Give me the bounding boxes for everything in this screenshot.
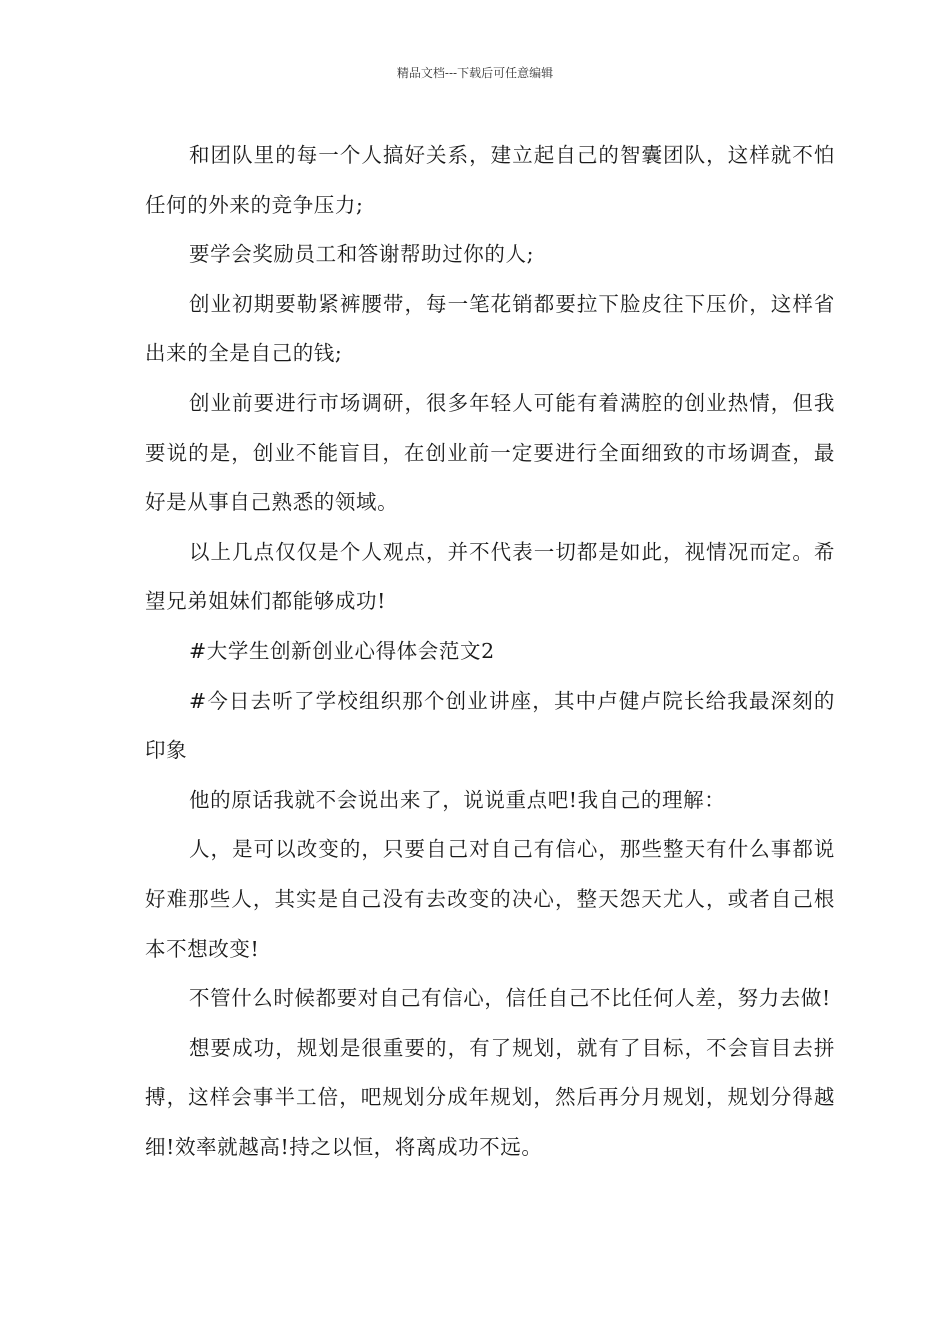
paragraph-2: 要学会奖励员工和答谢帮助过你的人;	[189, 242, 535, 267]
paragraph-9: 人，是可以改变的，只要自己对自己有信心，那些整天有什么事都说好难那些人，其实是自己没有去改变的决心，整天怨天尤人，或者自己根本不想改变!	[145, 837, 835, 961]
section-heading: #大学生创新创业心得体会范文2	[189, 638, 495, 663]
page-header: 精品文档---下载后可任意编辑	[396, 66, 554, 80]
paragraph-11: 想要成功，规划是很重要的，有了规划，就有了目标，不会盲目去拼搏，这样会事半工倍，吧规划分成年规划，然后再分月规划，规划分得越细!效率就越高!持之以恒，将离成功不远。	[145, 1035, 835, 1159]
paragraph-5: 以上几点仅仅是个人观点，并不代表一切都是如此，视情况而定。希望兄弟姐妹们都能够成功!	[145, 539, 835, 614]
document-body	[145, 131, 835, 1172]
paragraph-1: 和团队里的每一个人搞好关系，建立起自己的智囊团队，这样就不怕任何的外来的竞争压力;	[145, 143, 835, 217]
paragraph-8: 他的原话我就不会说出来了，说说重点吧!我自己的理解：	[189, 787, 726, 812]
paragraph-4: 创业前要进行市场调研，很多年轻人可能有着满腔的创业热情，但我要说的是，创业不能盲目，在创业前一定要进行全面细致的市场调查，最好是从事自己熟悉的领域。	[145, 390, 835, 515]
paragraph-7: #今日去听了学校组织那个创业讲座，其中卢健卢院长给我最深刻的印象	[145, 688, 835, 763]
paragraph-10: 不管什么时候都要对自己有信心，信任自己不比任何人差，努力去做!	[189, 986, 831, 1011]
paragraph-3: 创业初期要勒紧裤腰带，每一笔花销都要拉下脸皮往下压价，这样省出来的全是自己的钱;	[145, 291, 835, 366]
